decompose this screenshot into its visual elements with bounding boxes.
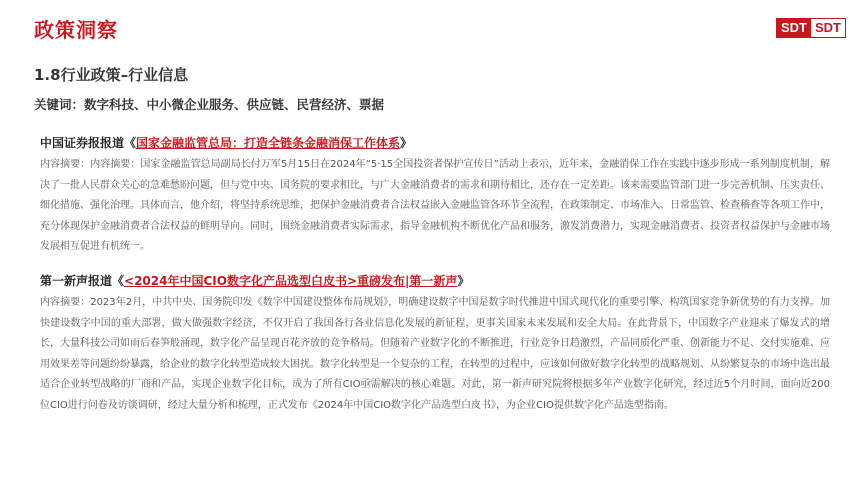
logo-text-right: SDT — [811, 19, 845, 37]
news-source-2: 第一新声报道《 — [40, 274, 125, 288]
news-item-2 — [40, 272, 830, 417]
logo-text-left: SDT — [777, 19, 811, 37]
news-item-1 — [40, 134, 830, 258]
news-headline-1 — [40, 134, 830, 151]
news-content-2: 内容摘要：2023年2月，中共中央、国务院印发《数字中国建设整体布局规划》，明确建设数字中国是数字时代推进中国式现代化的重要引擎、构筑国家竞争新优势的有力支撑。加快建设数字中国的重大部署，做大做强数字经济，不仅开启了我国各行各业信息化发展的新征程，更事关国家未来发展和安全大局。在此背景下，中国数字产业迎来了爆发式的增长，大量科技公司如雨后春笋般涌现，数字化产品呈现百花齐放的竞争格局。但随着产业数字化的不断推进，行业竞争日趋激烈，产品同质化严重、创新能力不足、交付实施难、应用效果差等问题纷纷暴露，给企业的数字化转型造成较大困扰。数字化转型是一个复杂的工程，在转型的过程中，应该如何做好数字化转型的战略规划、从纷繁复杂的市场中选出最适合企业转型战略的厂商和产品，实现企业数字化目标，成为了所有CIO亟需解决的核心难题。对此，第一新声研究院将根据多年产业数字化研究，经过近5个月时间，面向近200位CIO进行问卷及访谈调研，经过大量分析和梳理，正式发布《2024年中国CIO数字化产品选型白皮书》，为企业CIO提供数字化产品选型指南。 — [40, 297, 830, 411]
brand-logo — [776, 18, 846, 38]
news-link-1[interactable]: 国家金融监管总局：打造全链条金融消保工作体系 — [136, 136, 401, 150]
page-title: 政策洞察 — [34, 18, 118, 42]
news-close-1: 》 — [400, 136, 413, 150]
news-link-2[interactable]: <2024年中国CIO数字化产品选型白皮书>重磅发布|第一新声 — [124, 274, 458, 288]
news-headline-2 — [40, 272, 830, 289]
keywords: 关键词：数字科技、中小微企业服务、供应链、民营经济、票据 — [34, 97, 385, 112]
news-source-1: 中国证券报报道《 — [40, 136, 137, 150]
news-close-2: 》 — [457, 274, 470, 288]
news-content-1: 内容摘要：内容摘要：国家金融监管总局副局长付万军5月15日在2024年“5·15全国投资者保护宣传日”活动上表示，近年来，金融消保工作在实践中逐步形成一系列制度机制，解决了一批人民群众关心的急难愁盼问题，但与党中央、国务院的要求相比，与广大金融消费者的需求和期待相比，还存在一定差距。该来需要监管部门进一步完善机制、压实责任、细化措施、强化治理。具体而言，他介绍，将坚持系统思维，把保护金融消费者合法权益嵌入金融监管各环节全流程，在政策制定、市场准入、日常监管、检查稽查等各项工作中，充分体现保护金融消费者合法权益的鲜明导向。同时，围绕金融消费者实际需求，指导金融机构不断优化产品和服务，激发消费潜力，实现金融消费者、投资者权益保护与金融市场发展相互促进有机统一。 — [40, 159, 830, 253]
section-title: 1.8行业政策–行业信息 — [34, 66, 189, 84]
